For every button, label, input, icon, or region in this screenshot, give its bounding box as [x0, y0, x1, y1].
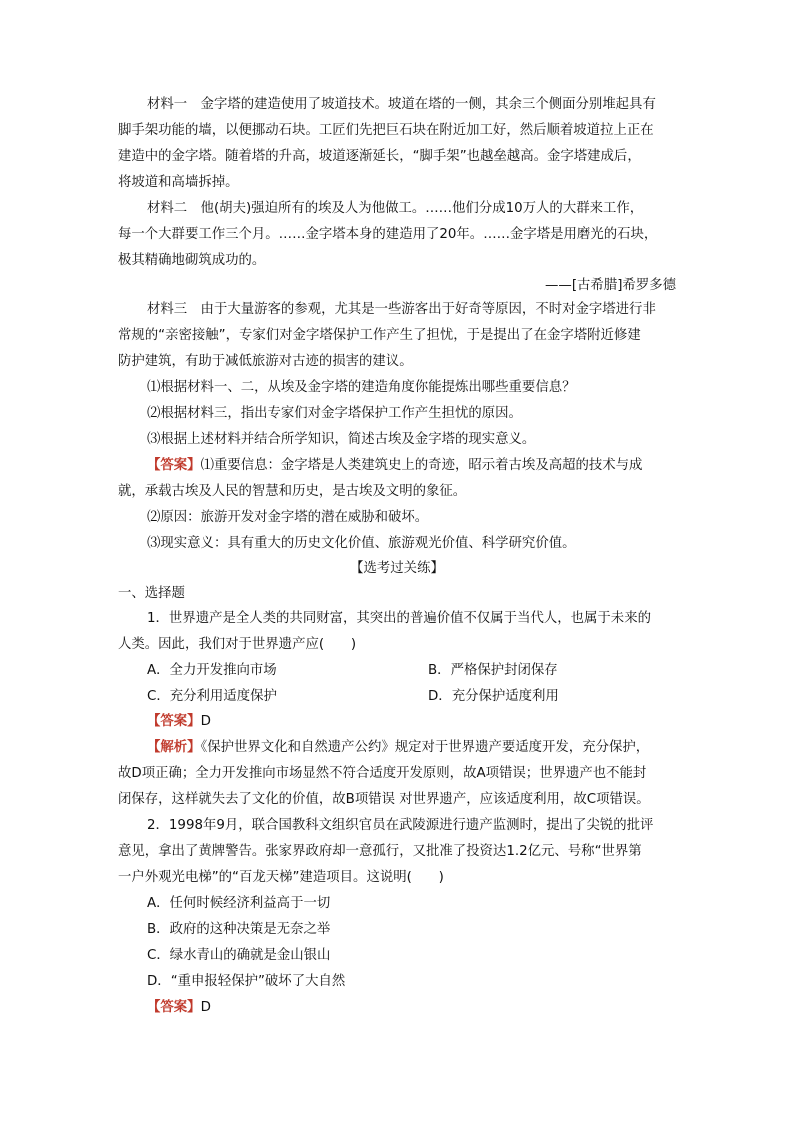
part-heading: 一、选择题: [118, 586, 185, 601]
analysis-tag: 【解析】: [147, 740, 201, 755]
question-1: ⑴根据材料一、二，从埃及金字塔的建造角度你能提炼出哪些重要信息？: [147, 380, 576, 395]
mc-question-2-line-2: 意见，拿出了黄牌警告。张家界政府却一意孤行，又批准了投资达1.2亿元、号称“世界第: [118, 844, 642, 859]
option-b: B．政府的这种决策是无奈之举: [147, 922, 331, 937]
material-one-line-3: 建造中的金字塔。随着塔的升高，坡道逐渐延长，“脚手架”也越垒越高。金字塔建成后，: [118, 149, 641, 164]
mc-question-1-options-row-2: [147, 689, 707, 705]
material-one-line-2: 脚手架功能的墙，以便挪动石块。工匠们先把巨石块在附近加工好，然后顺着坡道拉上正在: [118, 123, 654, 138]
material-one-line-4: 将坡道和高墙拆掉。: [118, 175, 239, 190]
material-two-source: ——[古希腊]希罗多德: [545, 278, 676, 293]
material-three-line-3: 防护建筑，有助于减低旅游对古迹的损害的建议。: [118, 354, 413, 369]
material-three-line-2: 常规的“亲密接触”，专家们对金字塔保护工作产生了担忧，于是提出了在金字塔附近修建: [118, 328, 641, 343]
mc-question-2-line-1: 2．1998年9月，联合国教科文组织官员在武陵源进行遗产监测时，提出了尖锐的批评: [147, 818, 654, 833]
answer-line-1: [147, 458, 642, 474]
analysis-text: 《保护世界文化和自然遗产公约》规定对于世界遗产要适度开发，充分保护，: [200, 740, 650, 755]
option-a: A．全力开发推向市场: [147, 663, 277, 678]
material-two-line-2: 每一个大群要工作三个月。……金字塔本身的建造用了20年。……金字塔是用磨光的石块，: [118, 227, 658, 242]
mc-question-2-answer: [147, 1000, 211, 1016]
answer-tag: 【答案】: [147, 714, 201, 729]
mc-question-1-options-row-1: [147, 663, 707, 679]
mc-question-1-answer: [147, 714, 211, 730]
question-3: ⑶根据上述材料并结合所学知识，简述古埃及金字塔的现实意义。: [147, 432, 536, 447]
option-b: B．严格保护封闭保存: [428, 663, 558, 678]
section-title: 【选考过关练】: [350, 561, 444, 576]
material-two-line-1: 材料二 他(胡夫)强迫所有的埃及人为他做工。……他们分成10万人的大群来工作，: [147, 201, 644, 216]
answer-value: D: [200, 1000, 211, 1015]
option-a: A．任何时候经济利益高于一切: [147, 896, 331, 911]
answer-tag: 【答案】: [147, 458, 201, 473]
answer-3: ⑶现实意义：具有重大的历史文化价值、旅游观光价值、科学研究价值。: [147, 536, 576, 551]
mc-question-1-line-2: 人类。因此，我们对于世界遗产应( ): [118, 637, 357, 652]
option-d: D．“重申报轻保护”破坏了大自然: [147, 974, 346, 989]
option-d: D．充分保护适度利用: [428, 689, 559, 704]
mc-question-1-analysis-line-2: 故D项正确；全力开发推向市场显然不符合适度开发原则，故A项错误；世界遗产也不能封: [118, 766, 647, 781]
mc-question-1-analysis-line-1: [147, 740, 649, 756]
mc-question-1-line-1: 1．世界遗产是全人类的共同财富，其突出的普遍价值不仅属于当代人，也属于未来的: [147, 611, 651, 626]
material-one-line-1: 材料一 金字塔的建造使用了坡道技术。坡道在塔的一侧，其余三个侧面分别堆起具有: [147, 97, 656, 112]
answer-1-text-1: ⑴重要信息：金字塔是人类建筑史上的奇迹，昭示着古埃及高超的技术与成: [200, 458, 643, 473]
mc-question-1-analysis-line-3: 闭保存，这样就失去了文化的价值，故B项错误 对世界遗产，应该适度利用，故C项错误。: [118, 792, 650, 807]
mc-question-2-line-3: 一户外观光电梯”的“百龙天梯”建造项目。这说明( ): [118, 870, 444, 885]
material-two-line-3: 极其精确地砌筑成功的。: [118, 253, 266, 268]
question-2: ⑵根据材料三，指出专家们对金字塔保护工作产生担忧的原因。: [147, 406, 522, 421]
option-c: C．充分利用适度保护: [147, 689, 277, 704]
option-c: C．绿水青山的确就是金山银山: [147, 948, 331, 963]
answer-tag: 【答案】: [147, 1000, 201, 1015]
material-three-line-1: 材料三 由于大量游客的参观，尤其是一些游客出于好奇等原因，不时对金字塔进行非: [147, 302, 656, 317]
answer-line-2: 就，承载古埃及人民的智慧和历史，是古埃及文明的象征。: [118, 484, 467, 499]
answer-2: ⑵原因：旅游开发对金字塔的潜在威胁和破坏。: [147, 510, 429, 525]
answer-value: D: [200, 714, 211, 729]
